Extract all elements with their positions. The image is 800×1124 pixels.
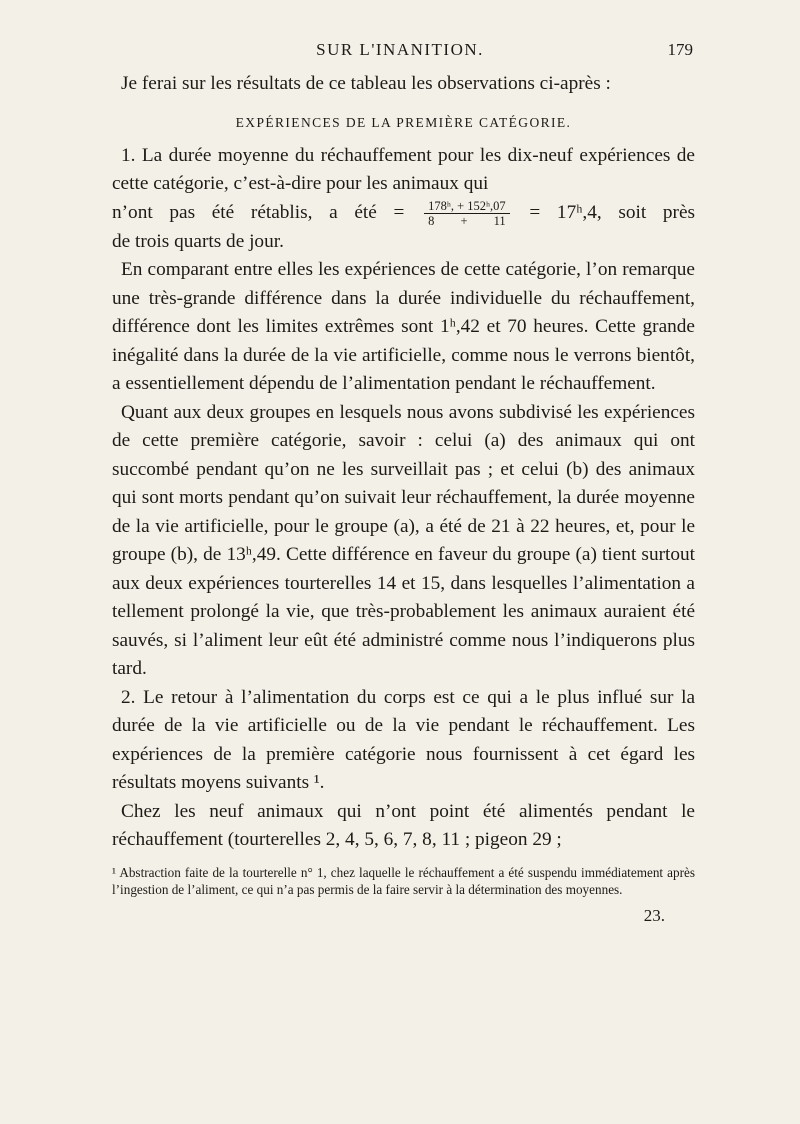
formula-result: = 17ʰ,4, soit près	[529, 201, 696, 223]
running-title: SUR L'INANITION.	[316, 40, 484, 59]
paragraph-2: En comparant entre elles les expériences de cette catégorie, l’on remarque une très-grande différence dans la durée individuelle du réchauffement, différence dont les limites extrêmes sont 1ʰ,42 et 70 heures. Cette grande inégalité dans la durée de la vie artificielle, comme nous le verrons bientôt, a essentiellement dépendu de l’alimentation pendant le réchauffement.	[112, 259, 695, 395]
fraction	[424, 199, 510, 228]
fraction-numerator: 178ʰ, + 152ʰ,07	[424, 199, 510, 214]
page-body	[112, 70, 695, 930]
formula-line	[112, 199, 695, 228]
paragraph-4: 2. Le retour à l’alimentation du corps est ce qui a le plus influé sur la durée de la vie artificielle ou de la vie pendant le réchauffement. Les expériences de la première catégorie nous fournissent à cet égard les résultats moyens suivants ¹.	[112, 686, 695, 794]
page-header	[0, 34, 800, 64]
fraction-denominator: 8 + 11	[428, 213, 506, 228]
formula-prefix: n’ont pas été rétablis, a été =	[112, 201, 405, 223]
paragraph-3: Quant aux deux groupes en lesquels nous avons subdivisé les expériences de cette première catégorie, savoir : celui (a) des animaux qui ont succombé pendant qu’on ne les surveillait pas ; et celui (b) des animaux qui sont morts pendant qu’on suivait leur réchauffement, la durée moyenne de la vie artificielle, pour le groupe (a), a été de 21 à 22 heures, et, pour le groupe (b), de 13ʰ,49. Cette différence en faveur du groupe (a) tient surtout aux deux expériences tourterelles 14 et 15, dans lesquelles l’alimentation a tellement prolongé la vie, que très-probablement les animaux auraient été sauvés, si l’aliment leur eût été administré comme nous l’indiquerons plus tard.	[112, 401, 695, 680]
paragraph-5: Chez les neuf animaux qui n’ont point été alimentés pendant le réchauffement (tourterelles 2, 4, 5, 6, 7, 8, 11 ; pigeon 29 ;	[112, 800, 695, 851]
signature-mark: 23.	[643, 905, 665, 925]
section-title: EXPÉRIENCES DE LA PREMIÈRE CATÉGORIE.	[235, 114, 572, 130]
footnote: ¹ Abstraction faite de la tourterelle n° 1, chez laquelle le réchauffement a été suspendu immédiatement après l’ingestion de l’aliment, ce qui n’a pas permis de la faire servir à la détermination des moyennes.	[112, 864, 695, 897]
paragraph-1-text: 1. La durée moyenne du réchauffement pour les dix-neuf expériences de cette catégorie, c’est-à-dire pour les animaux qui	[112, 144, 695, 194]
page-number: 179	[667, 40, 693, 59]
intro-paragraph: Je ferai sur les résultats de ce tableau les observations ci-après :	[121, 73, 611, 94]
paragraph-1-end: de trois quarts de jour.	[112, 230, 284, 252]
